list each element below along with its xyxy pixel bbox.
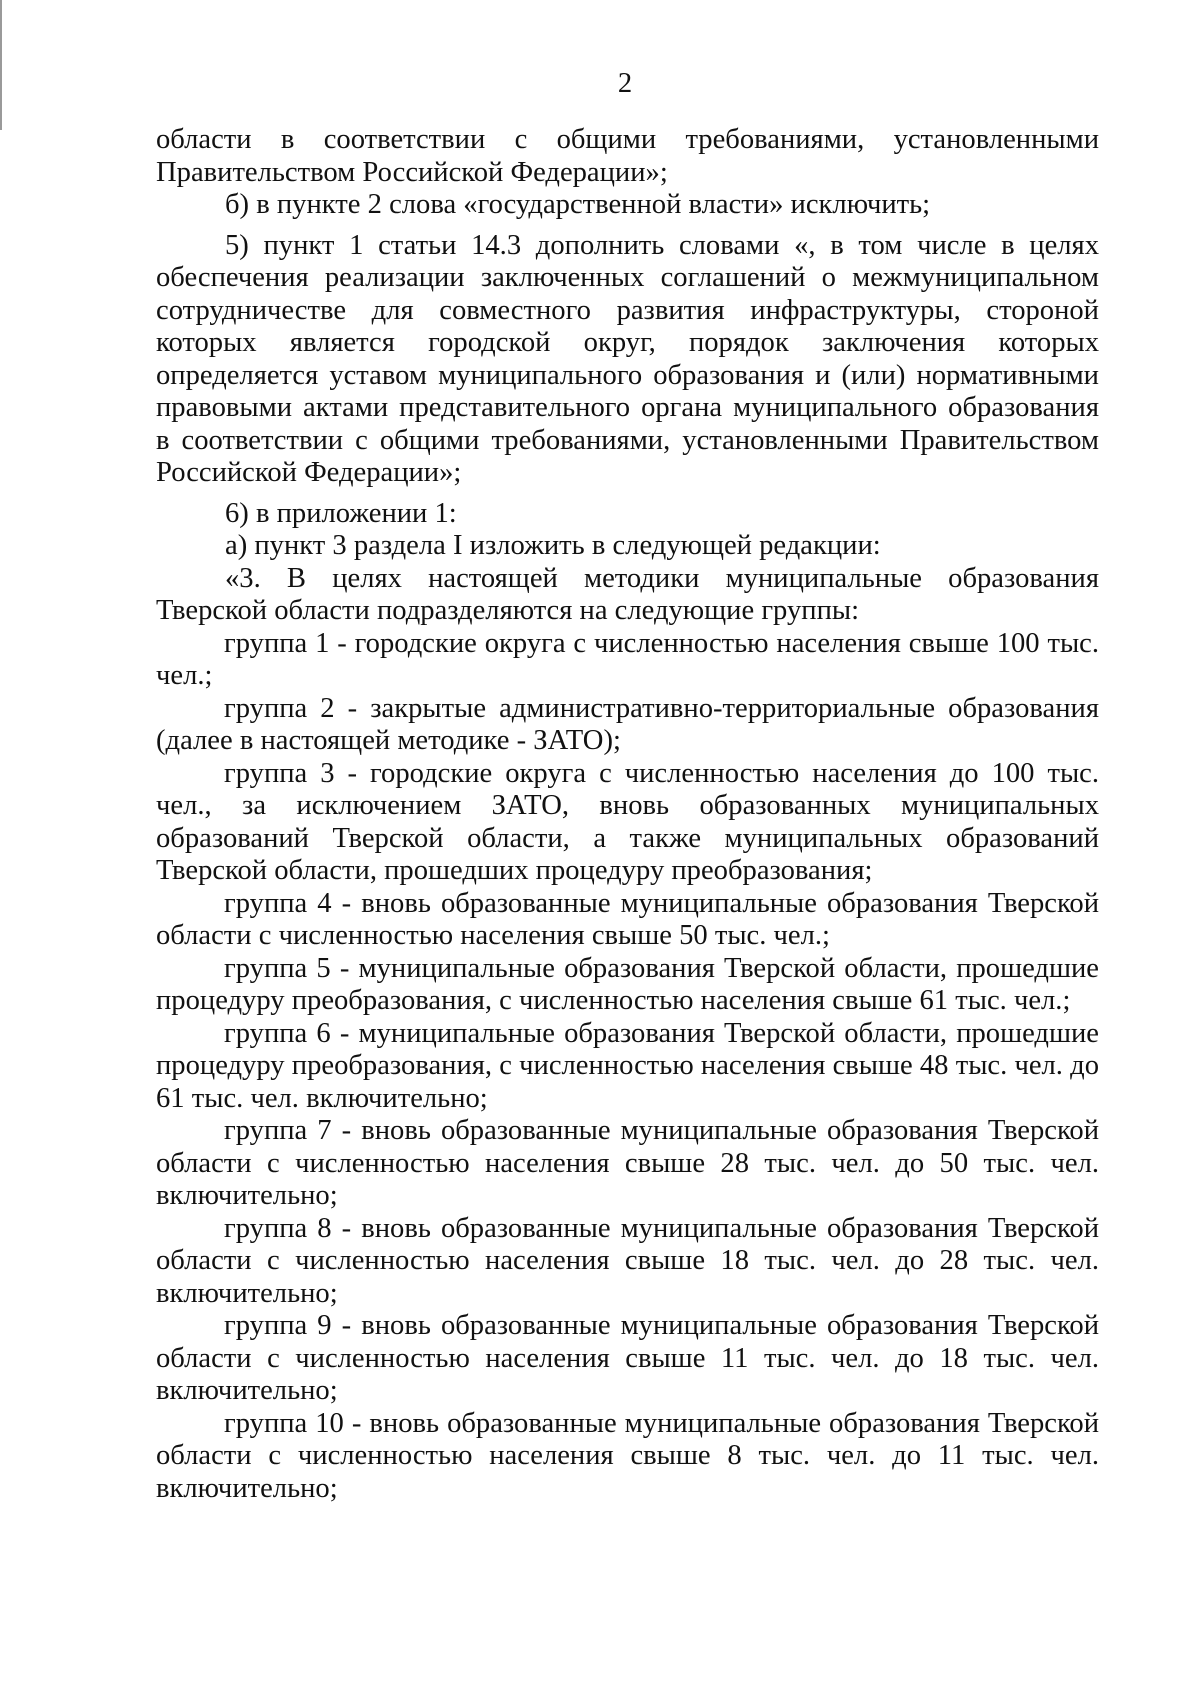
paragraph-item-5: 5) пункт 1 статьи 14.3 дополнить словами «, в том числе в целях обеспечения реализации заключенных соглашений о межмуниципальном сотрудничестве для совместного развития инфраструктуры, стороной которых является городской округ, порядок заключения которых определяется уставом муниципального образования и (или) нормативными правовыми актами представительного органа муниципального образования в соответствии с общими требованиями, установленными Правительством Российской Федерации»; [156, 229, 1099, 488]
paragraph-continuation: области в соответствии с общими требованиями, установленными Правительством Российской Федерации»; [156, 124, 1099, 188]
paragraph-group-10: группа 10 - вновь образованные муниципальные образования Тверской области с численностью населения свыше 8 тыс. чел. до 11 тыс. чел. включительно; [156, 1407, 1099, 1504]
page-number: 2 [617, 68, 633, 99]
document-body [156, 124, 1099, 1505]
paragraph-group-1: группа 1 - городские округа с численностью населения свыше 100 тыс. чел.; [156, 627, 1099, 691]
paragraph-group-3: группа 3 - городские округа с численностью населения до 100 тыс. чел., за исключением ЗАТО, вновь образованных муниципальных образований Тверской области, а также муниципальных образований Тверской области, прошедших процедуру преобразования; [156, 757, 1099, 886]
paragraph-item-b: б) в пункте 2 слова «государственной власти» исключить; [225, 189, 931, 220]
scan-edge-line [0, 0, 2, 130]
paragraph-group-6: группа 6 - муниципальные образования Тверской области, прошедшие процедуру преобразования, с численностью населения свыше 48 тыс. чел. до 61 тыс. чел. включительно; [156, 1017, 1099, 1114]
paragraph-group-7: группа 7 - вновь образованные муниципальные образования Тверской области с численностью населения свыше 28 тыс. чел. до 50 тыс. чел. включительно; [156, 1115, 1099, 1211]
paragraph-group-4: группа 4 - вновь образованные муниципальные образования Тверской области с численностью населения свыше 50 тыс. чел.; [156, 887, 1099, 951]
paragraph-group-9: группа 9 - вновь образованные муниципальные образования Тверской области с численностью населения свыше 11 тыс. чел. до 18 тыс. чел. включительно; [156, 1310, 1099, 1406]
paragraph-group-8: группа 8 - вновь образованные муниципальные образования Тверской области с численностью населения свыше 18 тыс. чел. до 28 тыс. чел. включительно; [156, 1212, 1099, 1309]
paragraph-item-a: а) пункт 3 раздела I изложить в следующей редакции: [225, 530, 881, 561]
paragraph-item-6: 6) в приложении 1: [225, 497, 457, 529]
paragraph-group-2: группа 2 - закрытые административно-территориальные образования (далее в настоящей методике - ЗАТО); [156, 692, 1099, 756]
paragraph-group-5: группа 5 - муниципальные образования Тверской области, прошедшие процедуру преобразования, с численностью населения свыше 61 тыс. чел.; [156, 952, 1099, 1016]
paragraph-clause-3: «3. В целях настоящей методики муниципальные образования Тверской области подразделяются на следующие группы: [156, 562, 1099, 626]
